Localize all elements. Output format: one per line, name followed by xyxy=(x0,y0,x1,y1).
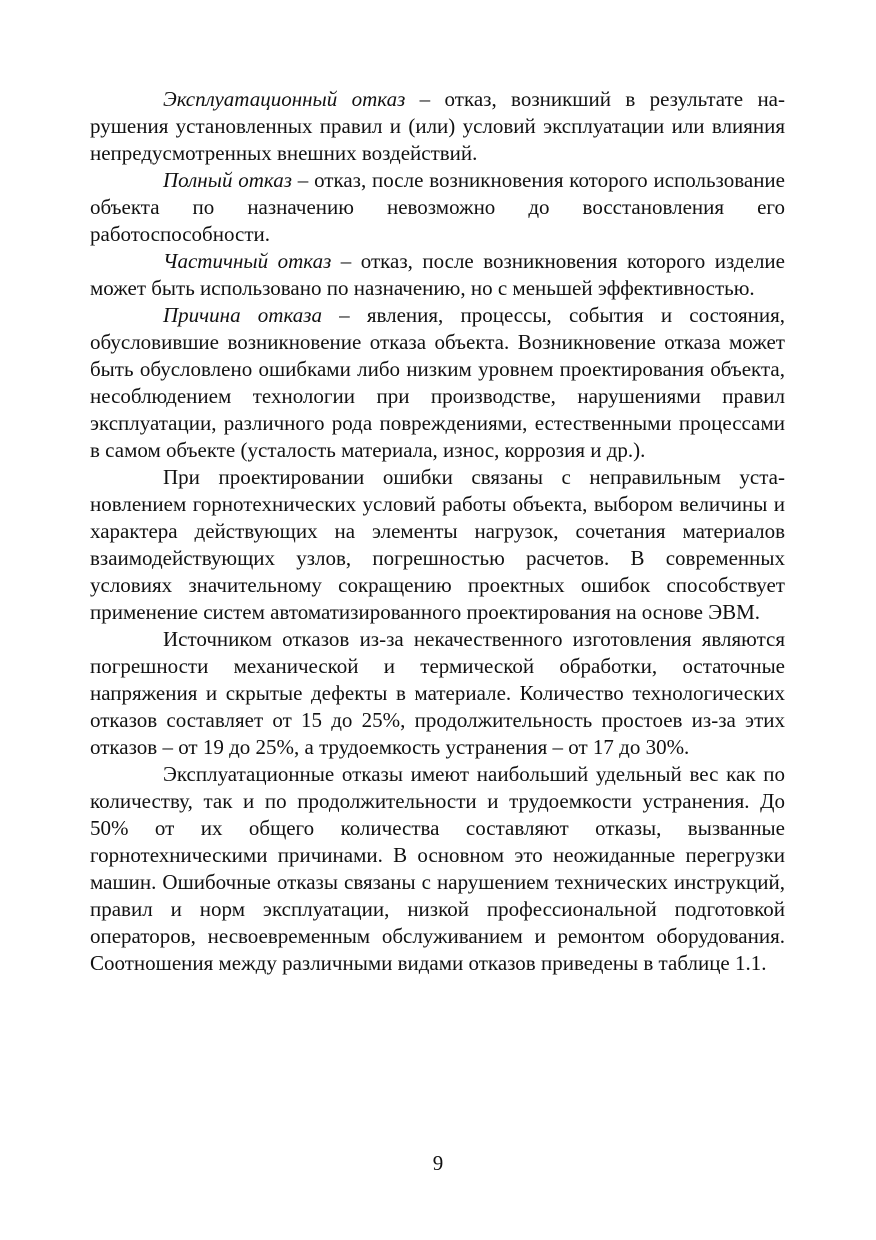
paragraph-text: Источником отказов из-за некачественного изготовления являются погрешности механической и термической обработки, остаточные напряжения и скрытые дефекты в материале. Количество технологических отказов составляет от 15 до 25%, продолжительность простоев из-за этих отказов – от 19 до 25%, а трудоемкость устранения – от 17 до 30%. xyxy=(90,627,785,759)
paragraph-complete-failure xyxy=(90,167,785,248)
term-partial-failure: Частичный отказ xyxy=(163,249,332,273)
page-number: 9 xyxy=(432,1151,444,1175)
definition-partial-failure: – отказ, после возникновения которого изделие может быть использовано по назначению, но с меньшей эффективностью. xyxy=(90,249,785,300)
paragraph-text: При проектировании ошибки связаны с неправильным установлением горнотехнических условий работы объекта, выбором величины и характера действующих на элементы нагрузок, сочетания материалов взаимодействующих узлов, погрешностью расчетов. В современных условиях значительному сокращению проектных ошибок способствует применение систем автоматизированного проектирования на основе ЭВМ. xyxy=(90,465,785,624)
term-operational-failure: Эксплуатационный отказ xyxy=(163,87,406,111)
paragraph-operational-failure xyxy=(90,86,785,167)
paragraph-manufacturing-failures xyxy=(90,626,785,761)
term-failure-cause: Причина отказа xyxy=(163,303,322,327)
term-complete-failure: Полный отказ xyxy=(163,168,292,192)
definition-failure-cause: – явления, процессы, события и состояния, обусловившие возникновение отказа объекта. Возникновение отказа может быть обусловлено ошибками либо низким уровнем проектирования объекта, несоблюдением технологии при производстве, нарушениями правил эксплуатации, различного рода повреждениями, естественными процессами в самом объекте (усталость материала, износ, коррозия и др.). xyxy=(90,303,785,462)
definition-complete-failure: – отказ, после возникновения которого использование объекта по назначению невозможно до восстановления его работоспособности. xyxy=(90,168,785,246)
paragraph-operational-failures-share xyxy=(90,761,785,977)
body-text xyxy=(90,86,785,977)
paragraph-design-errors xyxy=(90,464,785,626)
paragraph-text: Эксплуатационные отказы имеют наибольший удельный вес как по количеству, так и по продолжительности и трудоемкости устранения. До 50% от их общего количества составляют отказы, вызванные горнотехническими причинами. В основном это неожиданные перегрузки машин. Ошибочные отказы связаны с нарушением технических инструкций, правил и норм эксплуатации, низкой профессиональной подготовкой операторов, несвоевременным обслуживанием и ремонтом оборудования. Соотношения между различными видами отказов приведены в таблице 1.1. xyxy=(90,762,785,975)
definition-operational-failure: – отказ, возникший в результате нарушения установленных правил и (или) условий эксплуатации или влияния непредусмотренных внешних воздействий. xyxy=(90,87,786,165)
paragraph-failure-cause xyxy=(90,302,785,464)
paragraph-partial-failure xyxy=(90,248,785,302)
